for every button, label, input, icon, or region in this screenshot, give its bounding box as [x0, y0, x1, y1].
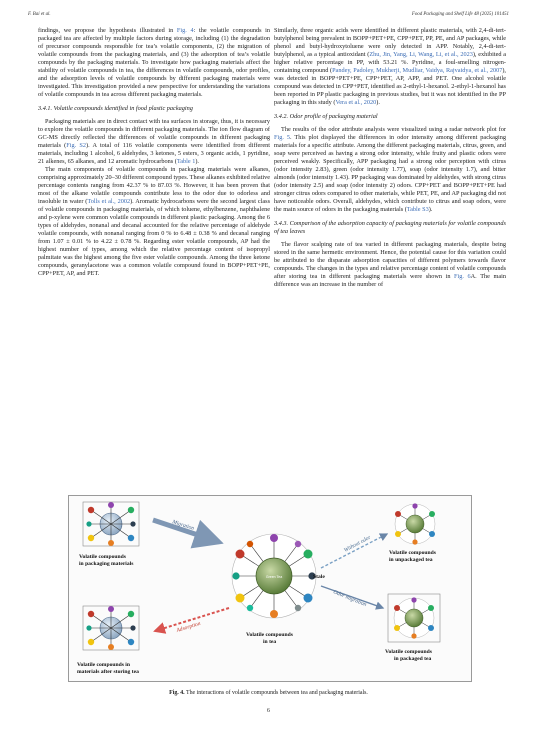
figure-link[interactable]: Fig. 4 — [176, 27, 194, 34]
adsorption-arrow — [155, 608, 229, 634]
table-link[interactable]: Table 1 — [176, 158, 196, 166]
figure-caption-text: The interactions of volatile compounds between tea and packaging materials. — [186, 690, 368, 696]
label-tea-line2: in tea — [263, 639, 277, 645]
odor-migration-arrow — [321, 586, 383, 608]
label-unpackaged-line2: in unpackaged tea — [389, 557, 433, 563]
label-after-storing-line1: Volatile compounds in — [77, 662, 130, 668]
reference-link[interactable]: Tolls et al., 2002 — [87, 198, 131, 206]
right-column — [274, 27, 506, 289]
paragraph: The results of the odor attribute analysis were visualized using a radar network plot for Fig. 5. This plot displayed the differences in odor intensity among different packaging materials for a specific attribute. Among the different packaging materials, citrus, green, and soap were perceived as having a strong odor intensity, while fruity and plastic odors were perceived weakly. Specifically, APP packaging had a strong odor perception with citrus (odor intensity 2.83), green (odor intensity 1.77), soap (odor intensity 1.7), and bitter almonds (odor intensity 1.43). PP packaging was dominated by aldehydes, with strong citrus (odor intensity 2.5) and soap (odor intensity 2) odors. CPP+PET and BOPP+PET+PE had stronger citrus odors compared to other materials, while PET, PE, and AP packaging did not have noticeable odors. Overall, aldehydes, which contribute to citrus and soap odors, were the main source of odors in the packaging materials (Table S3). — [274, 126, 506, 214]
figure-link[interactable]: Fig. S2 — [66, 142, 86, 150]
label-packaged-line1: Volatile compounds — [385, 649, 432, 655]
label-packaging-line2: in packaging materials — [79, 561, 134, 567]
page-number: 6 — [267, 708, 270, 714]
migration-arrow — [153, 519, 219, 542]
paragraph: findings, we propose the hypothesis illustrated in Fig. 4: the volatile compounds in packaged tea are affected by multiple factors during storage, including (1) the degradation of precursor compounds responsible for tea’s volatile components, (2) the migration of volatile compounds from the packaging materials, and (3) the adsorption of tea’s volatile compounds by the packaging materials. To investigate how packaging materials affect the stability of volatile compounds in tea, the differences in volatile compounds, odor profiles, and the adsorption levels of volatile compounds by different packaging materials were investigated. This investigation provided a new perspective for understanding the variations of volatile compounds in tea across different packaging materials. — [38, 27, 271, 99]
paragraph: The main components of volatile compounds in packaging materials were alkanes, comprising approximately 20–30 different compound types. These alkanes exhibited relative percentage contents ranging from 42.37 % to 87.03 %. However, it has been proven that most of the alkane volatile compounds contribute less to the odor due to odorless and insoluble in water (Tolls et al., 2002). Aromatic hydrocarbons were the second largest class of volatile compounds in packaging materials, of which toluene, ethylbenzene, naphthalene and p-xylene were common volatile compounds in different plastic packaging. Among the 6 types of aldehydes, nonanal and decanal accounted for the relative percentage of aldehyde volatile compounds, with nonanal ranging from 0 % to 6.48 ± 0.38 % and decanal ranging from 1.07 ± 0.01 % to 4.22 ± 0.78 %. Regarding ester volatile compounds, AP had the highest number of types, among which the relative percentage content of isopropyl palmitate was the highest among the five ester volatile compounds. Among the three ketone compounds, geranylacetone was a common volatile compound found in BOPP+PET+PE, CPP+PET, AP, and PET. — [38, 166, 271, 278]
reference-link[interactable]: Pandey, Padoley, Mukherji, Mudliar, Vaidya, Rajvaidya, et al., 2007 — [332, 67, 503, 75]
packaging-molecule-cluster — [83, 502, 139, 546]
label-stale: Stale — [313, 574, 325, 580]
interaction-diagram — [69, 496, 473, 683]
paragraph: The flavor scalping rate of tea varied in different packaging materials, despite being stored in the same hermetic environment. Hence, the potential cause for this variation could be attributed to the disparate adsorption capacities of different polymers towards flavor compounds. The changes in the types and relative percentage content of volatile compounds after storing tea in different packaging materials were shown in Fig. 6A. The main difference was an increase in the number of — [274, 241, 506, 289]
figure-link[interactable]: Fig. 6 — [454, 273, 471, 281]
label-after-storing-line2: materials after storing tea — [77, 669, 139, 675]
label-without-odor: Without odor — [343, 534, 372, 554]
unpackaged-tea-cluster — [395, 503, 435, 544]
after-storing-molecule-cluster — [83, 606, 139, 650]
figure-4 — [68, 495, 472, 682]
label-odor-migration: Odor migration — [332, 589, 368, 609]
tea-molecule-cluster — [232, 534, 316, 618]
header-journal: Food Packaging and Shelf Life 48 (2025) 101451 — [411, 12, 509, 17]
page-header — [28, 12, 509, 22]
packaged-tea-cluster — [388, 594, 440, 642]
section-heading: 3.4.1. Volatile compounds identified in food plastic packaging — [38, 105, 193, 113]
figure-link[interactable]: Fig. 5 — [274, 134, 290, 142]
paragraph: Packaging materials are in direct contact with tea surfaces in storage, thus, it is necessary to explore the volatile compounds in different packaging materials. The ion flow diagram of GC-MS directly reflected the differences of volatile compounds in different packaging materials (Fig. S2). A total of 116 volatile components were identified from different materials, including 1 alcohol, 6 aldehydes, 3 ketones, 5 esters, 3 organic acids, 1 pyridine, 21 alkenes, 65 alkanes, and 12 aromatic hydrocarbons (Table 1). — [38, 118, 270, 166]
figure-caption — [38, 690, 499, 696]
label-packaged-line2: in packaged tea — [394, 656, 432, 662]
tea-ball-text: Green Tea — [265, 575, 283, 579]
header-authors: F. Bai et al. — [28, 12, 51, 17]
paragraph: Similarly, three organic acids were identified in different plastic materials, with 2,4-di-tert-butylphenol being prevalent in BOPP+PET+PE, CPP+PET, PP, PE, and AP packages, while phenol and butyl-hydroxytoluene were only detected in APP. Notably, 2,4-di-tert-butylphenol, as a typical antioxidant (Zhu, Jin, Yang, Li, Wang, Li, et al., 2023), exhibited a higher relative percentage in PP, with 53.21 %. Pyridine, a foul-smelling nitrogen-containing compound (Pandey, Padoley, Mukherji, Mudliar, Vaidya, Rajvaidya, et al., 2007), was detected in BOPP+PET+PE, CPP+PET, AP, APP, and PET. One alcohol volatile compound was detected in CPP+PET, identified as 2-ethyl-1-hexanol. 2-ethyl-1-hexanol has been reported in PP plastic packaging in previous studies, but it was not identified in the PP packaging in this study (Vera et al., 2020). — [274, 27, 506, 107]
without-odor-arrow — [321, 534, 387, 568]
label-adsorption: Adsorption — [175, 620, 202, 634]
figure-caption-label: Fig. 4. — [169, 690, 185, 696]
label-packaging-line1: Volatile compounds — [79, 554, 126, 560]
label-migration: Migration — [171, 519, 195, 532]
reference-link[interactable]: Zhu, Jin, Yang, Li, Wang, Li, et al., 2023 — [369, 51, 473, 59]
reference-link[interactable]: Vera et al., 2020 — [335, 99, 377, 107]
section-heading: 3.4.3. Comparison of the adsorption capacity of packaging materials for volatile compounds of tea leaves — [274, 220, 506, 236]
label-unpackaged-line1: Volatile compounds — [389, 550, 436, 556]
section-heading: 3.4.2. Odor profile of packaging material — [274, 113, 378, 121]
label-tea-line1: Volatile compounds — [246, 632, 293, 638]
left-column — [38, 27, 270, 278]
table-link[interactable]: Table S3 — [406, 206, 429, 214]
